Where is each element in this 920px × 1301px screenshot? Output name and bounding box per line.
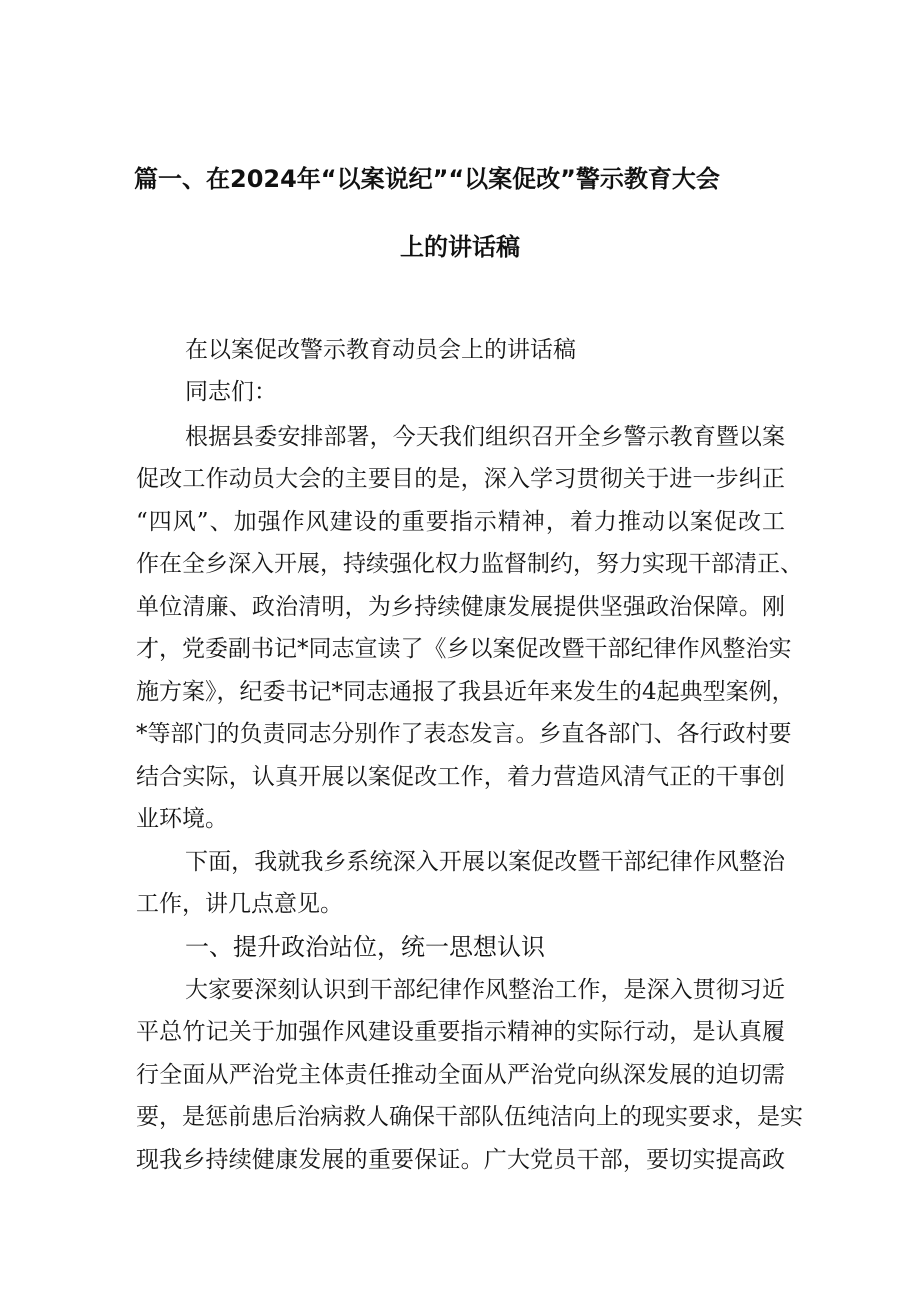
salutation: 同志们：	[185, 379, 277, 405]
paragraph-3-line: 行全面从严治党主体责任推动全面从严治党向纵深发展的迫切需	[136, 1062, 785, 1088]
paragraph-3-line: 要，是惩前患后治病救人确保干部队伍纯洁向上的现实要求，是实	[136, 1104, 803, 1130]
paragraph-1-line: 业环境。	[136, 806, 228, 832]
paragraph-1-line: 根据县委安排部署，今天我们组织召开全乡警示教育暨以案	[185, 424, 785, 450]
paragraph-2-line: 工作，讲几点意见。	[136, 891, 343, 917]
document-title-line-2: 上的讲话稿	[400, 233, 520, 261]
paragraph-2-line: 下面，我就我乡系统深入开展以案促改暨干部纪律作风整治	[185, 849, 785, 875]
paragraph-3-line: 平总竹记关于加强作风建设重要指示精神的实际行动，是认真履	[136, 1019, 785, 1045]
paragraph-1-line: 结合实际，认真开展以案促改工作，着力营造风清气正的干事创	[136, 764, 785, 790]
paragraph-3-line: 现我乡持续健康发展的重要保证。广大党员干部，要切实提高政	[136, 1147, 785, 1173]
section-heading-1: 一、提升政治站位，统一思想认识	[185, 933, 545, 961]
paragraph-1-line: 作在全乡深入开展，持续强化权力监督制约，努力实现干部清正、	[136, 551, 803, 577]
speech-subtitle: 在以案促改警示教育动员会上的讲话稿	[185, 337, 576, 363]
paragraph-1-line: *等部门的负责同志分别作了表态发言。乡直各部门、各行政村要	[136, 721, 792, 747]
paragraph-1-line: 才，党委副书记*同志宣读了《乡以案促改暨干部纪律作风整治实	[136, 636, 792, 662]
paragraph-1-line: 促改工作动员大会的主要目的是，深入学习贯彻关于进一步纠正	[136, 466, 785, 492]
paragraph-1-line: “四风”、加强作风建设的重要指示精神，着力推动以案促改工	[136, 509, 785, 535]
paragraph-3-line: 大家要深刻认识到干部纪律作风整治工作，是深入贯彻习近	[185, 977, 785, 1003]
paragraph-1-line: 单位清廉、政治清明，为乡持续健康发展提供坚强政治保障。刚	[136, 594, 785, 620]
paragraph-1-line: 施方案》，纪委书记*同志通报了我县近年来发生的4起典型案例，	[136, 679, 795, 705]
document-title-line-1: 篇一、在2024年“以案说纪”“以案促改”警示教育大会	[134, 165, 720, 193]
